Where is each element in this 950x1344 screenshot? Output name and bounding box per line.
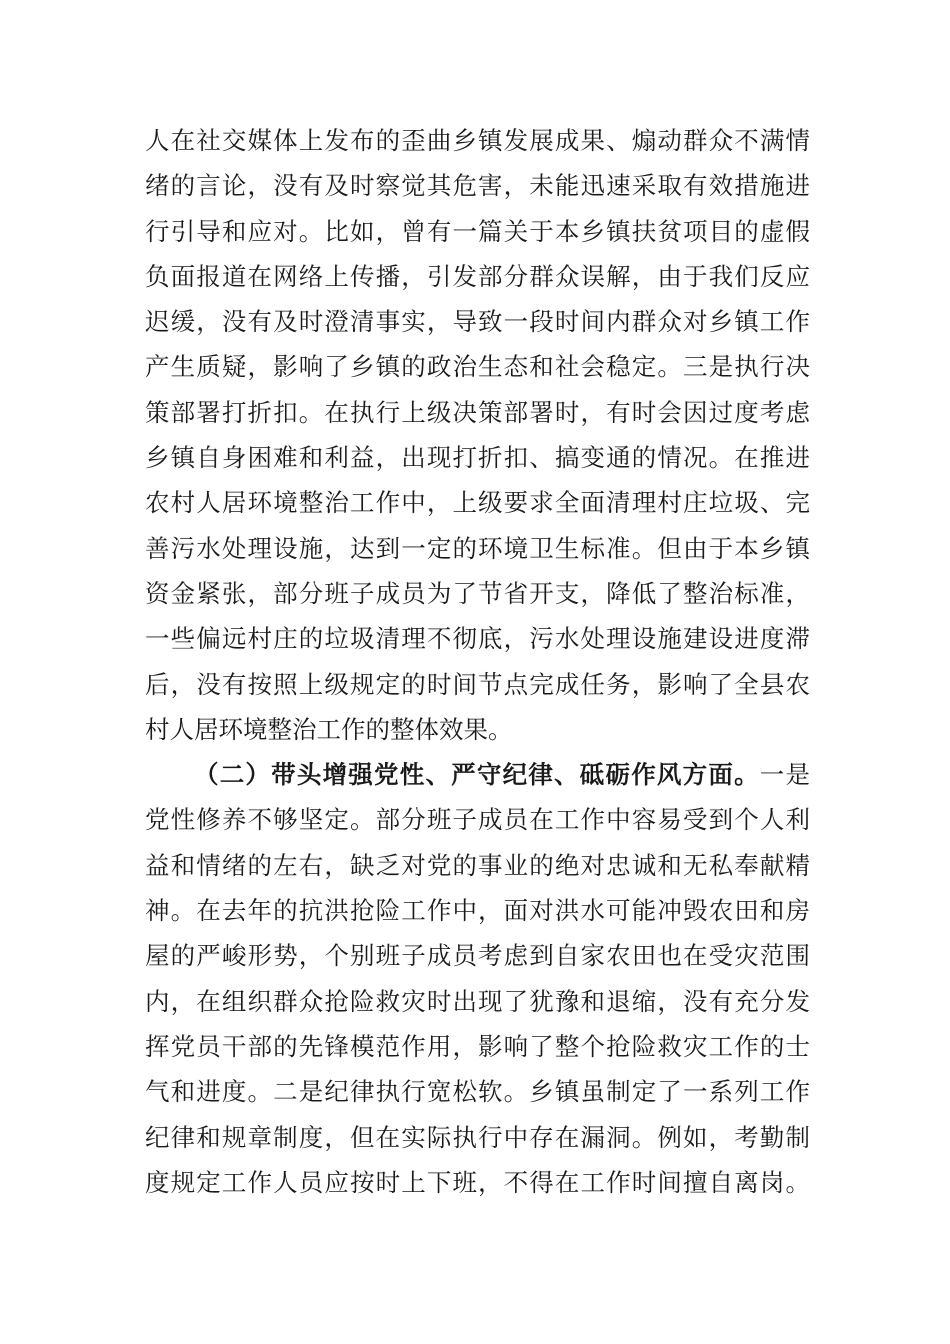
text-line: 神。在去年的抗洪抢险工作中，面对洪水可能冲毁农田和房 xyxy=(145,896,810,926)
text-line: 纪律和规章制度，但在实际执行中存在漏洞。例如，考勤制 xyxy=(145,1122,810,1152)
text-line: 农村人居环境整治工作中，上级要求全面清理村庄垃圾、完 xyxy=(145,488,810,518)
text-line: 度规定工作人员应按时上下班，不得在工作时间擅自离岗。 xyxy=(145,1167,810,1197)
text-line: 善污水处理设施，达到一定的环境卫生标准。但由于本乡镇 xyxy=(145,533,810,563)
text-line: 村人居环境整治工作的整体效果。 xyxy=(145,714,513,744)
text-line: 迟缓，没有及时澄清事实，导致一段时间内群众对乡镇工作 xyxy=(145,307,810,337)
text-line: 负面报道在网络上传播，引发部分群众误解，由于我们反应 xyxy=(145,261,810,291)
text-line: 资金紧张，部分班子成员为了节省开支，降低了整治标准， xyxy=(145,578,810,608)
text-line: 策部署打折扣。在执行上级决策部署时，有时会因过度考虑 xyxy=(145,397,810,427)
text-line: 内，在组织群众抢险救灾时出现了犹豫和退缩，没有充分发 xyxy=(145,986,810,1016)
text-line: 气和进度。二是纪律执行宽松软。乡镇虽制定了一系列工作 xyxy=(145,1077,810,1107)
section-heading: （二）带头增强党性、严守纪律、砥砺作风方面。 xyxy=(194,760,760,790)
text-line: 乡镇自身困难和利益，出现打折扣、搞变通的情况。在推进 xyxy=(145,443,810,473)
text-line: 党性修养不够坚定。部分班子成员在工作中容易受到个人利 xyxy=(145,805,810,835)
text-line: 一些偏远村庄的垃圾清理不彻底，污水处理设施建设进度滞 xyxy=(145,624,810,654)
text-line: 屋的严峻形势，个别班子成员考虑到自家农田也在受灾范围 xyxy=(145,941,810,971)
text-line: 绪的言论，没有及时察觉其危害，未能迅速采取有效措施进 xyxy=(145,171,810,201)
section-heading-line xyxy=(145,752,810,797)
text-line: 后，没有按照上级规定的时间节点完成任务，影响了全县农 xyxy=(145,669,810,699)
body-text xyxy=(145,118,810,1205)
text-line: 挥党员干部的先锋模范作用，影响了整个抢险救灾工作的士 xyxy=(145,1031,810,1061)
text-line: 益和情绪的左右，缺乏对党的事业的绝对忠诚和无私奉献精 xyxy=(145,850,810,880)
heading-line-rest: 一是 xyxy=(759,760,810,790)
text-line: 人在社交媒体上发布的歪曲乡镇发展成果、煽动群众不满情 xyxy=(145,126,810,155)
text-line: 行引导和应对。比如，曾有一篇关于本乡镇扶贫项目的虚假 xyxy=(145,216,810,246)
text-line: 产生质疑，影响了乡镇的政治生态和社会稳定。三是执行决 xyxy=(145,352,810,382)
